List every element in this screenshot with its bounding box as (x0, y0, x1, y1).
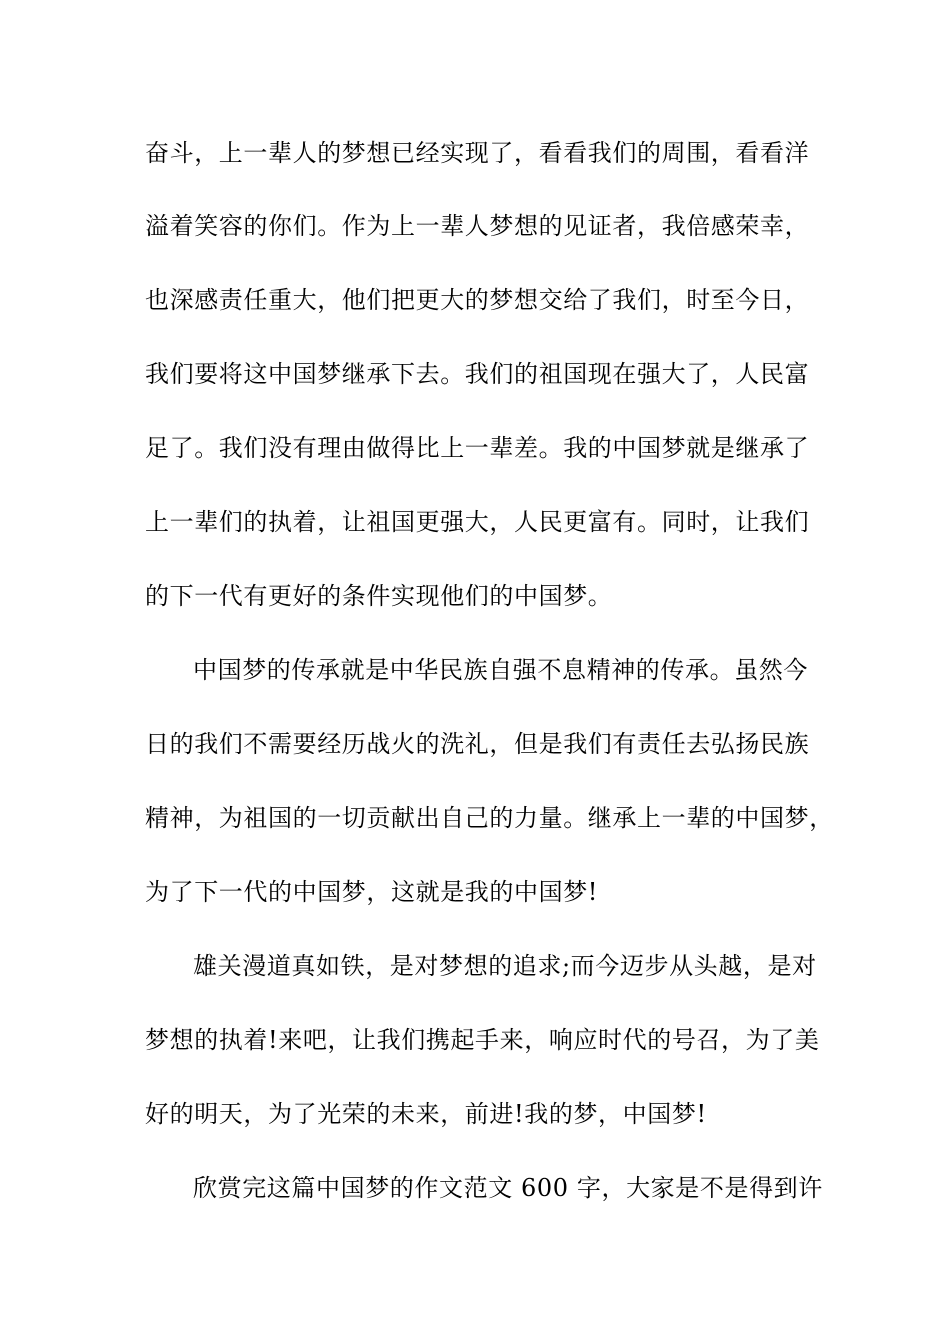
paragraph-line: 精神，为祖国的一切贡献出自己的力量。继承上一辈的中国梦， (145, 804, 834, 832)
paragraph-line: 溢着笑容的你们。作为上一辈人梦想的见证者，我倍感荣幸， (145, 212, 810, 240)
paragraph-line: 日的我们不需要经历战火的洗礼，但是我们有责任去弘扬民族 (145, 730, 810, 758)
paragraph-line: 梦想的执着!来吧，让我们携起手来，响应时代的号召，为了美 (145, 1026, 820, 1054)
paragraph-line: 奋斗，上一辈人的梦想已经实现了，看看我们的周围，看看洋 (145, 139, 810, 167)
paragraph-line: 上一辈们的执着，让祖国更强大，人民更富有。同时，让我们 (145, 508, 810, 536)
paragraph-line: 好的明天，为了光荣的未来，前进!我的梦，中国梦! (145, 1100, 707, 1128)
paragraph-line: 的下一代有更好的条件实现他们的中国梦。 (145, 582, 613, 610)
paragraph-line: 欣赏完这篇中国梦的作文范文 600 字，大家是不是得到许 (193, 1174, 823, 1202)
paragraph-line: 中国梦的传承就是中华民族自强不息精神的传承。虽然今 (193, 656, 808, 684)
paragraph-line: 我们要将这中国梦继承下去。我们的祖国现在强大了，人民富 (145, 360, 810, 388)
paragraph-line: 足了。我们没有理由做得比上一辈差。我的中国梦就是继承了 (145, 434, 810, 462)
paragraph-line: 为了下一代的中国梦，这就是我的中国梦! (145, 878, 599, 906)
paragraph-line: 也深感责任重大，他们把更大的梦想交给了我们，时至今日， (145, 286, 810, 314)
paragraph-line: 雄关漫道真如铁，是对梦想的追求;而今迈步从头越，是对 (193, 952, 817, 980)
